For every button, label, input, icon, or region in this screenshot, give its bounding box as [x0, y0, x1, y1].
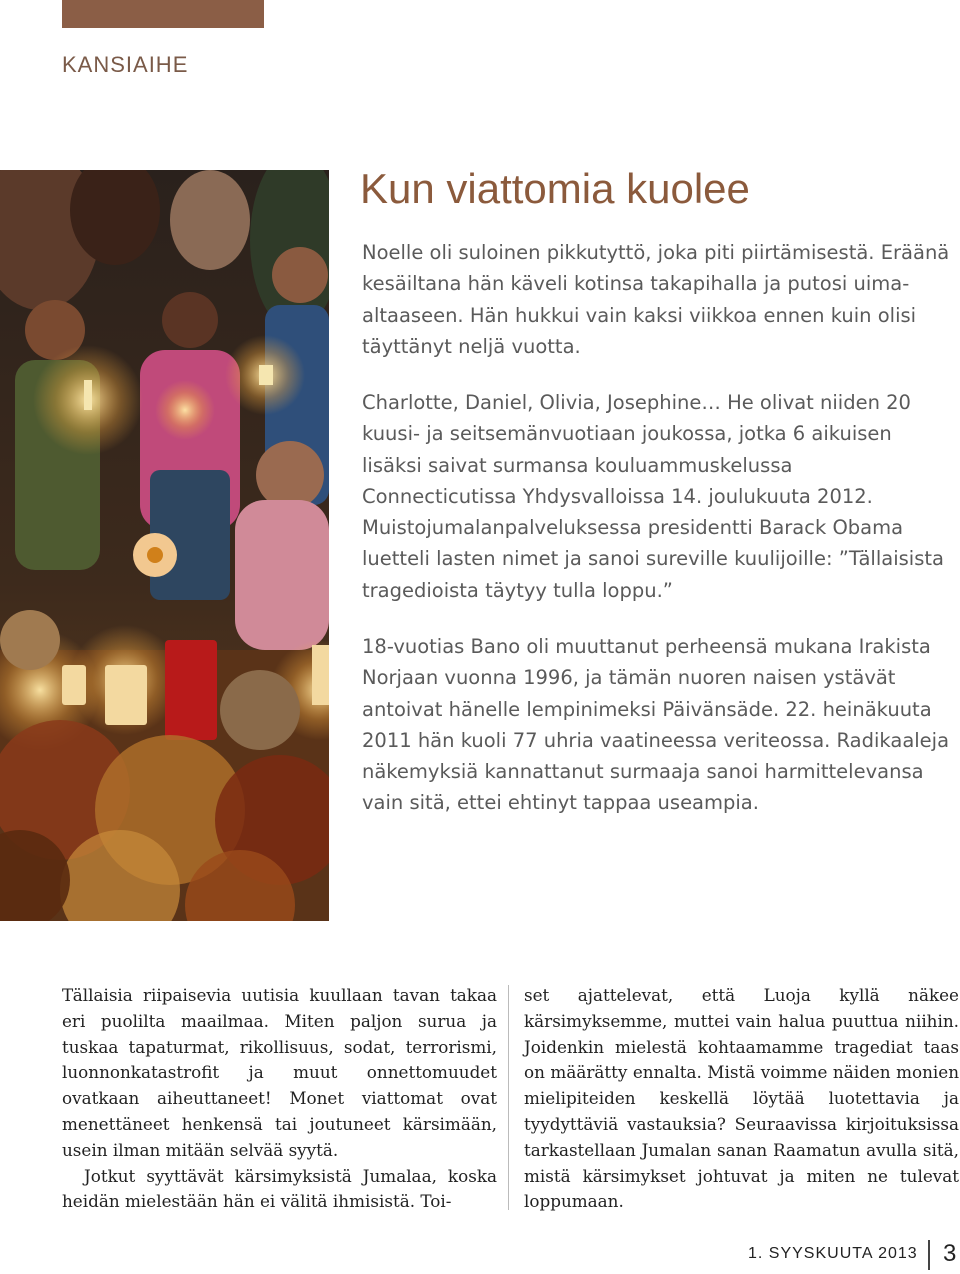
- body-column-left: [62, 983, 497, 1215]
- page-number: 3: [943, 1240, 957, 1267]
- article-title: Kun viattomia kuolee: [360, 165, 750, 212]
- footer-separator: [928, 1240, 930, 1270]
- intro-paragraph-1: Noelle oli suloinen pikkutyttö, joka piti piirtämisestä. Eräänä kesäiltana hän käveli kotinsa takapihalla ja putosi uima-altaaseen. Hän hukkui vain kaksi viikkoa ennen kuin olisi täyttänyt neljä vuotta.: [362, 241, 950, 358]
- body-paragraph: Tällaisia riipaisevia uutisia kuullaan tavan takaa eri puolilta maailmaa. Miten paljon surua ja tuskaa tapaturmat, rikollisuus, sodat, terrorismi, luonnonkatastrofit ja muut onnettomuudet ovatkaan aiheuttaneet! Monet viattomat ovat menettäneet henkensä tai joutuneet kärsimään, usein ilman mitään selvää syytä.: [62, 985, 497, 1160]
- footer-date: 1. SYYSKUUTA 2013: [748, 1245, 918, 1262]
- body-paragraph: Jotkut syyttävät kärsimyksistä Jumalaa, koska heidän mielestään hän ei välitä ihmisistä. Toi-: [62, 1165, 497, 1212]
- section-label: KANSIAIHE: [62, 52, 189, 77]
- body-paragraph: set ajattelevat, että Luoja kyllä näkee kärsimyksemme, muttei vain halua puuttua niihin. Joidenkin mielestä kohtaamamme tragediat taas on määrätty ennalta. Mistä voimme näiden monien mielipiteiden keskellä löytää luotettavia ja tyydyttäviä vastauksia? Seuraavissa kirjoituksissa tarkastellaan Jumalan sanan Raamatun avulla sitä, mistä kärsimykset johtuvat ja miten ne tulevat loppumaan.: [524, 985, 959, 1212]
- header-accent-bar: [62, 0, 264, 28]
- intro-paragraph-2: Charlotte, Daniel, Olivia, Josephine… He olivat niiden 20 kuusi- ja seitsemänvuotiaan joukossa, jotka 6 aikuisen lisäksi saivat surmansa kouluammuskelussa Connecticutissa Yhdysvalloissa 14. joulukuuta 2012. Muistojumalanpalveluksessa presidentti Barack Obama luetteli lasten nimet ja sanoi sureville kuulijoille: ”Tällaisista tragedioista täytyy tulla loppu.”: [362, 391, 944, 602]
- body-column-right: [524, 983, 959, 1215]
- intro-paragraph-3: 18-vuotias Bano oli muuttanut perheensä mukana Irakista Norjaan vuonna 1996, ja tämän nuoren naisen ystävät antoivat hänelle lempinimeksi Päivänsäde. 22. heinäkuuta 2011 hän kuoli 77 uhria vaatineessa veriteossa. Radikaaleja näkemyksiä kannattanut surmaaja sanoi harmittelevansa vain sitä, ettei ehtinyt tappaa useampia.: [362, 635, 950, 815]
- vigil-photo: [0, 170, 329, 921]
- column-divider: [508, 985, 509, 1210]
